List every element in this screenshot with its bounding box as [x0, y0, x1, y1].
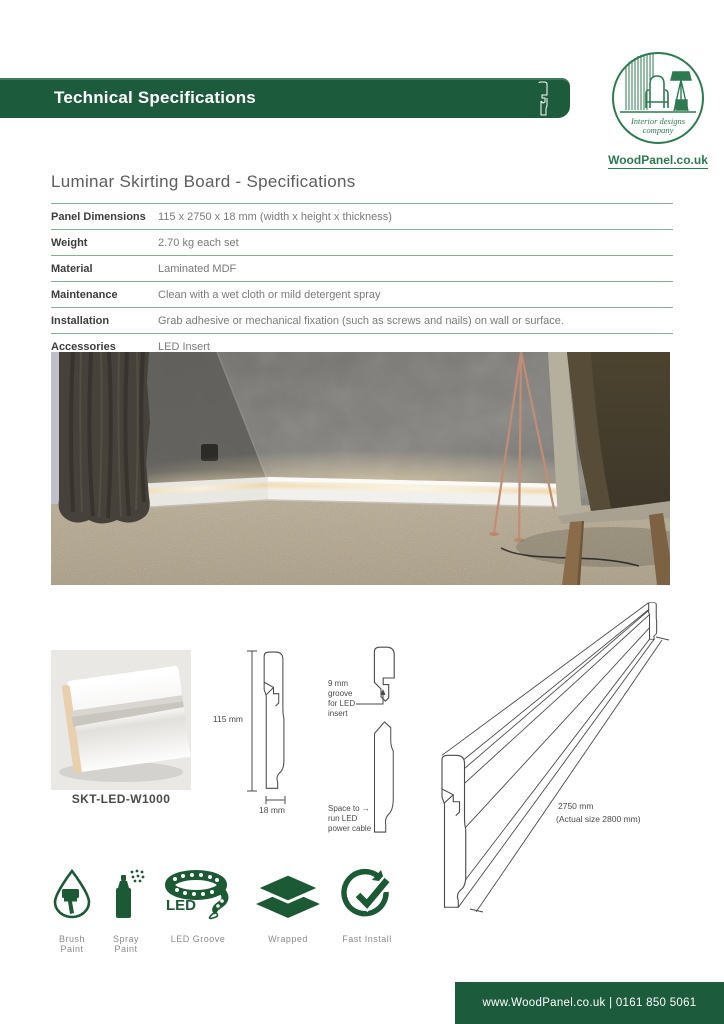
spec-table	[51, 203, 673, 359]
length-actual: (Actual size 2800 mm)	[556, 814, 641, 824]
feature-label: Fast Install	[342, 934, 392, 944]
cross-section-drawing	[205, 645, 300, 815]
spec-value: Laminated MDF	[158, 262, 237, 275]
interior-designs-logo-icon	[610, 50, 706, 146]
spec-label: Weight	[51, 236, 88, 249]
spec-value: Clean with a wet cloth or mild detergent spray	[158, 288, 381, 301]
spec-value: 115 x 2750 x 18 mm (width x height x thickness)	[158, 210, 392, 223]
room-photo	[51, 352, 670, 585]
length-perspective-drawing	[428, 596, 720, 926]
length-dimension: 2750 mm	[558, 801, 594, 811]
spec-value: Grab adhesive or mechanical fixation (such as screws and nails) on wall or surface.	[158, 314, 564, 327]
spec-label: Panel Dimensions	[51, 210, 146, 223]
table-row	[51, 281, 673, 307]
wrapped-icon	[246, 868, 330, 920]
product-code: SKT-LED-W1000	[71, 792, 171, 806]
thickness-dimension: 18 mm	[259, 805, 285, 815]
spec-label: Installation	[51, 314, 110, 327]
feature-label: LED Groove	[170, 934, 226, 944]
cable-note: Space to → run LED power cable	[328, 804, 372, 833]
svg-text:Interior designs: Interior designs	[630, 116, 686, 126]
feature-wrapped	[246, 868, 330, 944]
groove-note: 9 mm groove for LED insert	[328, 679, 356, 718]
led-groove-icon	[156, 868, 240, 920]
table-row	[51, 255, 673, 281]
feature-label: Brush Paint	[58, 934, 85, 954]
feature-led-groove	[156, 868, 240, 944]
spec-value: 2.70 kg each set	[158, 236, 239, 249]
svg-text:LED: LED	[166, 897, 196, 914]
table-row	[51, 229, 673, 255]
website-link[interactable]: WoodPanel.co.uk	[608, 153, 708, 167]
arrow-right-icon: →	[361, 804, 370, 813]
brush-paint-icon	[46, 868, 98, 920]
spec-label: Maintenance	[51, 288, 118, 301]
height-dimension: 115 mm	[212, 714, 243, 724]
feature-label: Spray Paint	[112, 934, 139, 954]
feature-label: Wrapped	[268, 934, 308, 944]
svg-text:company: company	[642, 125, 674, 135]
skirting-profile-icon	[535, 81, 551, 122]
fast-install-icon	[338, 868, 396, 920]
feature-spray-paint	[100, 868, 152, 954]
header-title: Technical Specifications	[54, 88, 256, 107]
spec-label: Material	[51, 262, 93, 275]
page-title: Luminar Skirting Board - Specifications	[51, 172, 356, 191]
footer-bar	[455, 982, 724, 1024]
feature-brush-paint	[46, 868, 98, 954]
spec-label: Accessories	[51, 340, 116, 353]
spray-paint-icon	[100, 868, 152, 920]
spec-value: LED Insert	[158, 340, 210, 353]
feature-fast-install	[338, 868, 396, 944]
brand-logo	[601, 50, 715, 169]
product-photo	[51, 650, 191, 790]
table-row	[51, 203, 673, 229]
table-row	[51, 307, 673, 333]
header-bar	[0, 78, 570, 118]
footer-contact: www.WoodPanel.co.uk | 0161 850 5061	[482, 997, 697, 1009]
